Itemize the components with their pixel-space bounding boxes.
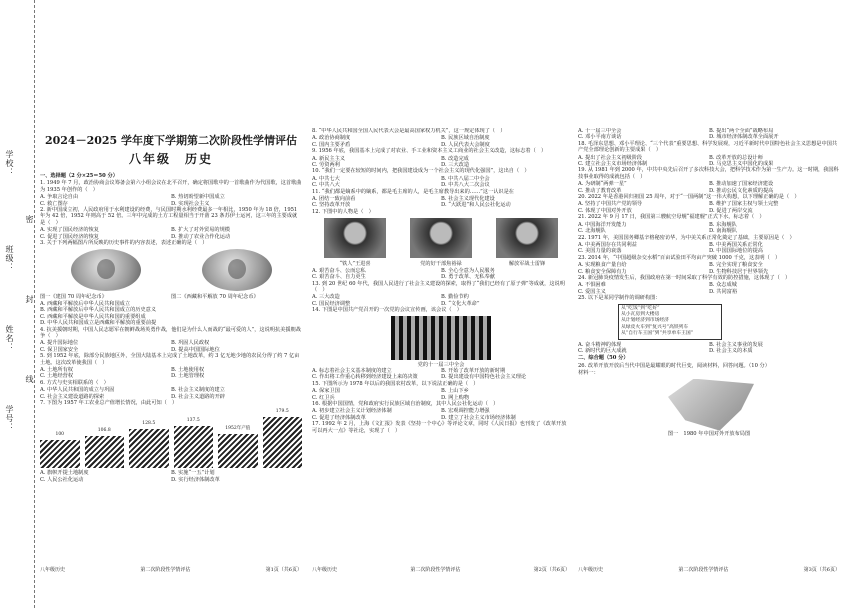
option: B. 维护了国家主权与领土完整 <box>709 201 779 208</box>
option: A. 西藏和平解放后中华人民共和国成立 <box>40 300 131 307</box>
footer-page: 第2页（共6页） <box>533 567 570 573</box>
question-25-options <box>578 342 840 355</box>
question-10: 10. “我们一定要在较短的时间内，把我国建设成为一个社会主义的现代化强国”，这出自（ ） <box>312 168 530 175</box>
option: C. 粮食安全保障有力 <box>578 268 627 275</box>
question-20-options <box>578 201 840 214</box>
option: C. 保卫国家安全 <box>40 346 79 353</box>
bar-2 <box>85 427 125 468</box>
poster-caption: 党的十一届三中全会 <box>417 361 465 368</box>
option: C. 中共八大 <box>312 182 340 189</box>
option: D. 共同富裕 <box>709 288 738 295</box>
option: B. 扩大了对外贸易的规模 <box>171 227 230 234</box>
bar-value: 128.5 <box>129 421 169 427</box>
option: B. 提出“两个全面”战略布局 <box>709 128 774 134</box>
question-15: 15. 下图所示为 1978 年以后的我国农村改革，以下说法正确的是（ ） <box>312 380 479 387</box>
option: A. 中国海洋开发能力 <box>578 221 627 228</box>
flow-item: 从“自行车王国”到“共享单车王国” <box>621 331 694 337</box>
page-1-footer <box>40 566 302 573</box>
question-12-options <box>312 268 570 281</box>
section-heading: 二、综合题（50 分） <box>578 355 629 362</box>
figure-caption: 图一《建国 70 周年纪念币》 <box>40 294 107 301</box>
option: B. 社会主义现代化建设 <box>441 196 495 203</box>
china-opening-map-image <box>668 379 754 431</box>
option: C. 爱国主义 <box>578 288 606 295</box>
question-7: 7. 下图为 1957 年工农业总产值增长情况，由此可知（ ） <box>40 399 178 406</box>
footer-page: 第3页（共6页） <box>803 567 840 573</box>
option: D. 实行经济体制改革 <box>171 476 220 483</box>
option: B. 改革开放的总设计师 <box>709 154 763 161</box>
option: C. 西藏和平解放是中华人民共和国的重要组成 <box>40 313 146 320</box>
page-3-footer <box>578 566 840 573</box>
exam-title: 2024－2025 学年度下学期第二次阶段性学情评估 <box>44 134 298 147</box>
student-number-label: 学号： <box>5 405 14 432</box>
option: D. 建立了社会主义市场经济体制 <box>441 414 516 421</box>
option: B. 民族区域自治制度 <box>441 135 490 142</box>
bar-6 <box>263 408 303 469</box>
bar-5 <box>218 425 258 469</box>
option: C. 人民公社化运动 <box>40 476 84 483</box>
bar-value: 100 <box>40 432 80 438</box>
option: A. 十一届三中全会 <box>578 128 622 134</box>
coin-tibet-liberation-image <box>202 249 272 291</box>
option: A. 土地所有权 <box>40 366 73 373</box>
option: D. 人民代表大会制度 <box>441 141 490 148</box>
question-13: 13. 到 20 世纪 60 年代，我国人民进行了社会主义建设的探索，取得了“我们已经有了原子弹”等成就，这说明（ ） <box>312 280 565 293</box>
option: A. 为研制“两弹一星” <box>578 181 627 188</box>
option: B. 巩固人民政权 <box>171 340 210 347</box>
question-1-options <box>40 194 302 207</box>
question-16-options <box>312 408 570 421</box>
option: D. 生物科技居于世界领先 <box>709 268 769 275</box>
question-20: 20. 2022 年是香港回归祖国 25 周年，对于“一国两制”这一伟大构想，以下理解正确的是（ ） <box>578 194 800 201</box>
question-17: 17. 1992 年 2 月，上海《文汇报》发表《坚持一个中心》等评论文章，同时《人民日报》也刊发了《改革开放可以再大一点》等社论，实现了（ ） <box>312 421 567 434</box>
option: D. 中华人民共和国成立是西藏和平解放的重要前提 <box>40 320 157 327</box>
question-19-options <box>578 181 840 194</box>
option: D. 中共八大二次会议 <box>441 182 490 189</box>
option: B. 开始了改革开放的新时期 <box>441 367 506 374</box>
option: D. 实现社会主义 <box>171 200 210 207</box>
question-9-options <box>312 156 570 169</box>
flow-item: 从小瓦房到大楼房 <box>621 311 660 317</box>
material-label: 材料一： <box>578 370 599 377</box>
portrait-jiao-yulu-image <box>410 218 472 258</box>
question-24: 24. 新冠肺炎疫情发生后，我国政府在第一时间采取了科学有效的防控措施，这体现了（ ） <box>578 274 791 281</box>
option: C. 国内主要矛盾 <box>312 141 351 148</box>
footer-exam: 第二次阶段性学情评估 <box>410 567 461 573</box>
flow-item: 从“吃饭”到“吃好” <box>621 305 660 311</box>
option: B. 热切盼望新中国成立 <box>171 194 225 201</box>
seal-mark-2: 封 <box>25 295 34 303</box>
option: B. 勤俭节约 <box>441 294 469 301</box>
option: A. 标志着社会主义基本制度的建立 <box>312 367 392 374</box>
page-2-footer <box>312 566 570 573</box>
option: A. 实现了国民经济的恢复 <box>40 227 99 234</box>
option: A. 坚持了中国共产党的领导 <box>578 201 643 208</box>
question-16: 16. 根据中国国情，党和政府实行民族区域自治制度，其中人民公社化运动（ ） <box>312 400 499 407</box>
question-22-options <box>578 242 840 255</box>
option: A. 艰苦奋斗、公而忘私 <box>312 267 366 274</box>
coin-figures <box>40 249 302 291</box>
question-15-options <box>312 388 570 401</box>
option: D. 提出建设有中国特色社会主义理论 <box>441 374 527 381</box>
portrait-photos <box>312 218 570 258</box>
research-flow-box <box>618 304 722 340</box>
meeting-poster-image <box>391 316 491 360</box>
footer-exam: 第二次阶段性学情评估 <box>678 567 729 573</box>
option: A. 中美两国存在共同利益 <box>578 241 637 248</box>
question-21-options <box>578 222 840 235</box>
section-heading: 一、选择题（2 分×25＝50 分） <box>40 173 118 179</box>
option: A. 三大改造 <box>312 294 340 301</box>
bar-value: 1952年产值 <box>218 426 258 432</box>
option: A. 旗帜开提土地制度 <box>40 470 89 477</box>
question-2-options <box>40 227 302 240</box>
question-2: 2. 新中国成立初，人民政府用于水利建设的经费，与民国时期水利经费最多一年相比，1950 年为 18 倍，1951 年为 42 倍，1952 年则高于 52 倍。三年中完成的土方工程量相当于开凿 23 条苏伊士运河，这三年的主要成就是（ ） <box>40 207 298 226</box>
option: C. 新时代的巨大成就 <box>578 348 627 354</box>
option: C. 艰苦奋斗、自力更生 <box>312 274 366 281</box>
footer-subject: 八年级历史 <box>578 567 604 573</box>
option: C. 社会主义建设道路的探索 <box>40 393 105 400</box>
page-1 <box>40 172 302 560</box>
class-label: 班级： <box>5 245 14 272</box>
page-2 <box>312 128 570 560</box>
option: C. 体现了中国对外开放 <box>578 207 632 214</box>
flow-item: 从绿皮火车到“复兴号”高铁列车 <box>621 324 689 330</box>
option: D. “文化大革命” <box>441 300 480 307</box>
name-label: 姓名： <box>5 325 14 352</box>
option: A. 提升国际地位 <box>40 340 79 347</box>
exam-subtitle: 八年级 历史 <box>128 152 213 166</box>
option: D. 社会主义的本质 <box>709 348 753 354</box>
option: D. 南海舰队 <box>709 228 738 235</box>
question-11: 11. “我们都是嫡系中的嫡系，都是毛主席的人，是毛主席教导出来的……”这一认识是在 <box>312 188 514 195</box>
map-caption: 图一 1980 年中国对外开放布局图 <box>667 430 751 437</box>
question-21: 21. 2022 年 9 月 17 日，我国第三艘航空母舰“福建舰”正式下水，标志着（ ） <box>578 214 765 221</box>
option: C. 作出将工作重心转移到经济建设上来的决策 <box>312 374 418 381</box>
question-1: 1. 1949 年 7 月，政治协商会议筹备会第六小组会议在北平召开，确定将国歌中的一首歌曲作为代国歌，这首歌曲为 1935 年创作的（ ） <box>40 180 302 193</box>
option: C. 坚持改革开放 <box>312 202 351 209</box>
question-8: 8. “中华人民共和国全国人民代表大会是最高国家权力机关”，这一规定体现了（ ） <box>312 128 506 134</box>
option: C. 建立社会主义市场经济体制 <box>578 161 648 168</box>
question-7-options <box>40 470 302 483</box>
question-13-options <box>312 294 570 307</box>
option: B. 改造完成 <box>441 155 469 162</box>
bar-1 <box>40 431 80 469</box>
footer-subject: 八年级历史 <box>40 567 66 573</box>
option: A. 新民主主义 <box>312 155 345 162</box>
option: D. 三大改造 <box>441 162 470 169</box>
question-12: 12. 下图中的人物是（ ） <box>312 208 374 215</box>
question-26: 26. 改革开放开放后当代中国是最耀眼的时代巨变，阅读材料，回答问题。（10 分） <box>578 362 770 369</box>
option: B. 中美两国关系正常化 <box>709 241 763 248</box>
bar-3 <box>129 420 169 469</box>
option: A. 争取言论自由 <box>40 194 79 201</box>
photo-caption: “铁人”王进喜 <box>339 261 371 268</box>
coin-70th-anniversary-image <box>71 249 141 291</box>
option: D. 推动了农业合作化运动 <box>171 233 231 240</box>
bar-value: 179.5 <box>263 409 303 415</box>
option: A. 中华人民共和国的成立与巩固 <box>40 387 115 394</box>
option: B. 实施“一五”计划 <box>171 470 215 477</box>
option: C. 邓小平南方谈话 <box>578 134 622 141</box>
question-14-options <box>312 368 570 381</box>
option: A. 奋斗精神的体现 <box>578 341 622 348</box>
output-bar-figure <box>40 408 302 468</box>
option: D. 城市经济体制改革全面展开 <box>709 134 779 141</box>
page-3 <box>578 128 840 560</box>
footer-exam: 第二次阶段性学情评估 <box>140 567 191 573</box>
question-19: 19. 从 1981 年到 2000 年，中共中央先后召开了多次科技大会，把科学技术作为第一生产力。这一时期，我国科技事业取得的成就包括（ ） <box>578 167 839 180</box>
question-4: 4. 抗美援朝时期，中国人民志愿军在朝鲜战场英勇作战，他们是为什么人而战的“最可爱的人”，这说明抗美援朝战争（ ） <box>40 326 301 339</box>
option: D. 勇于改革、无私奉献 <box>441 274 495 281</box>
question-5: 5. 到 1952 年底，除部分民族地区外，全国大陆基本上完成了土地改革，约 3 亿无地少地的农民分得了约 7 亿亩土地。这次改革使我国（ ） <box>40 353 300 366</box>
question-22: 22. 1971 年，美国国务卿基辛格秘密访华，为中美关系正常化奠定了基础，主要原因是（ ） <box>578 234 795 241</box>
photo-caption: 党的好干部焦裕禄 <box>420 261 462 268</box>
option: A. 保家卫国 <box>312 388 340 395</box>
school-label: 学校： <box>5 150 14 177</box>
question-8-options <box>312 135 570 148</box>
option: C. 劳资两利 <box>312 162 340 169</box>
bar-value: 106.8 <box>85 428 125 434</box>
question-18: 18. 毛泽东思想、邓小平理论、“三个代表”重要思想、科学发展观，习近平新时代中国特色社会主义思想是中国共产党全部理论创新的主要成果（ ） <box>578 140 838 154</box>
option: A. 提出了社会主义初级阶段 <box>578 154 643 161</box>
option: B. 上山下乡 <box>441 388 469 395</box>
option: A. 团结一致向前看 <box>312 196 356 203</box>
option: C. 红卫兵 <box>312 394 335 401</box>
option: D. 网上购物 <box>441 394 470 401</box>
footer-subject: 八年级历史 <box>312 567 338 573</box>
question-14: 14. 下图是中国共产党召开的一次党的会议宣传画，该会议（ ） <box>312 307 462 314</box>
seal-mark-1: 密 <box>25 215 34 223</box>
option: C. 推动了教育改革 <box>578 187 622 194</box>
question-23-options <box>578 262 840 275</box>
option: B. 全心全意为人民服务 <box>441 267 495 274</box>
option: A. 不惧困难 <box>578 282 606 289</box>
question-24-options <box>578 282 840 295</box>
option: C. 救亡图存 <box>40 200 68 207</box>
question-25: 25. 以下是某同学制作的调研构图： <box>578 295 661 302</box>
option: A. 中共七大 <box>312 175 340 182</box>
option: B. 社会主义制度的建立 <box>171 387 225 394</box>
question-3: 3. 关于下列两幅图片所反映的历史事件的内容表述，表述正确的是（ ） <box>40 240 208 247</box>
option: A. 实现粮食产量自给 <box>578 262 627 269</box>
option: D. 土地管理权 <box>171 373 205 380</box>
option: B. 西藏和平解放后中华人民共和国成立的历史意义 <box>40 307 157 314</box>
option: D. 马克思主义中国化的成果 <box>709 161 774 168</box>
option: C. 促进了经济体制改革 <box>312 414 366 421</box>
option: D. 推动公民文化素质的提高 <box>709 187 774 194</box>
figure-caption: 图二《西藏和平解放 70 周年纪念币》 <box>171 294 259 301</box>
option: C. 国民经济调整 <box>312 300 351 307</box>
option: B. 社会主义事业的发展 <box>709 341 763 348</box>
question-18-options <box>578 155 840 168</box>
option: A. 政治协商制度 <box>312 135 351 142</box>
seal-mark-3: 线 <box>25 375 34 383</box>
photo-caption: 解放军战士雷锋 <box>508 261 546 268</box>
option: C. 土地经营权 <box>40 373 74 380</box>
option: C. 促进了国民经济的恢复 <box>40 233 99 240</box>
option: C. 美国力量的衰落 <box>578 248 622 255</box>
footer-page: 第1页（共6页） <box>265 567 302 573</box>
coin-captions <box>40 294 302 300</box>
question-9: 9. 1956 年底，我国基本上完成了对农业、手工业和资本主义工商业的社会主义改造，这标志着（ ） <box>312 148 547 155</box>
question-4-options <box>40 340 302 353</box>
option: B. 推动加速了国家经济建设 <box>709 181 774 188</box>
option: B. 众志成城 <box>709 282 737 289</box>
flow-item: 从计划经济到市场经济 <box>621 318 669 324</box>
option: B. 完全实现了粮食安全 <box>709 262 763 269</box>
bar-4 <box>174 418 214 468</box>
option: D. 提高中国国际地位 <box>171 346 220 353</box>
binding-margin <box>0 0 35 608</box>
option: B. 土地使用权 <box>171 366 205 373</box>
option: A. 初步建立社会主义计划经济体制 <box>312 408 392 415</box>
option: B. 中共八届二中全会 <box>441 175 490 182</box>
option: D. 社会主义道路的开辟 <box>171 393 225 400</box>
question-10-options <box>312 176 570 189</box>
option: D. 促进了两岸交流 <box>709 207 753 214</box>
option: D. “大跃进”和人民公社化运动 <box>441 202 511 209</box>
question-6-options <box>40 387 302 400</box>
option: D. 中国国际地位的提高 <box>709 248 763 255</box>
question-23: 23. 2014 年，“中国超级杂交水稻”百亩试验田平均亩产突破 1000 千克，这表明（ ） <box>578 254 781 261</box>
bar-value: 137.5 <box>174 418 214 424</box>
option: C. 北海舰队 <box>578 228 606 235</box>
portrait-wang-jinxi-image <box>324 218 386 258</box>
option: B. 宏观调控能力增强 <box>441 408 490 415</box>
question-3-options <box>40 301 302 327</box>
portrait-lei-feng-image <box>496 218 558 258</box>
option: B. 东海舰队 <box>709 221 737 228</box>
question-17-options <box>578 128 840 141</box>
question-5-options <box>40 367 302 380</box>
question-6: 6. 方式与史实相联系的（ ） <box>40 379 109 386</box>
question-11-options <box>312 196 570 209</box>
